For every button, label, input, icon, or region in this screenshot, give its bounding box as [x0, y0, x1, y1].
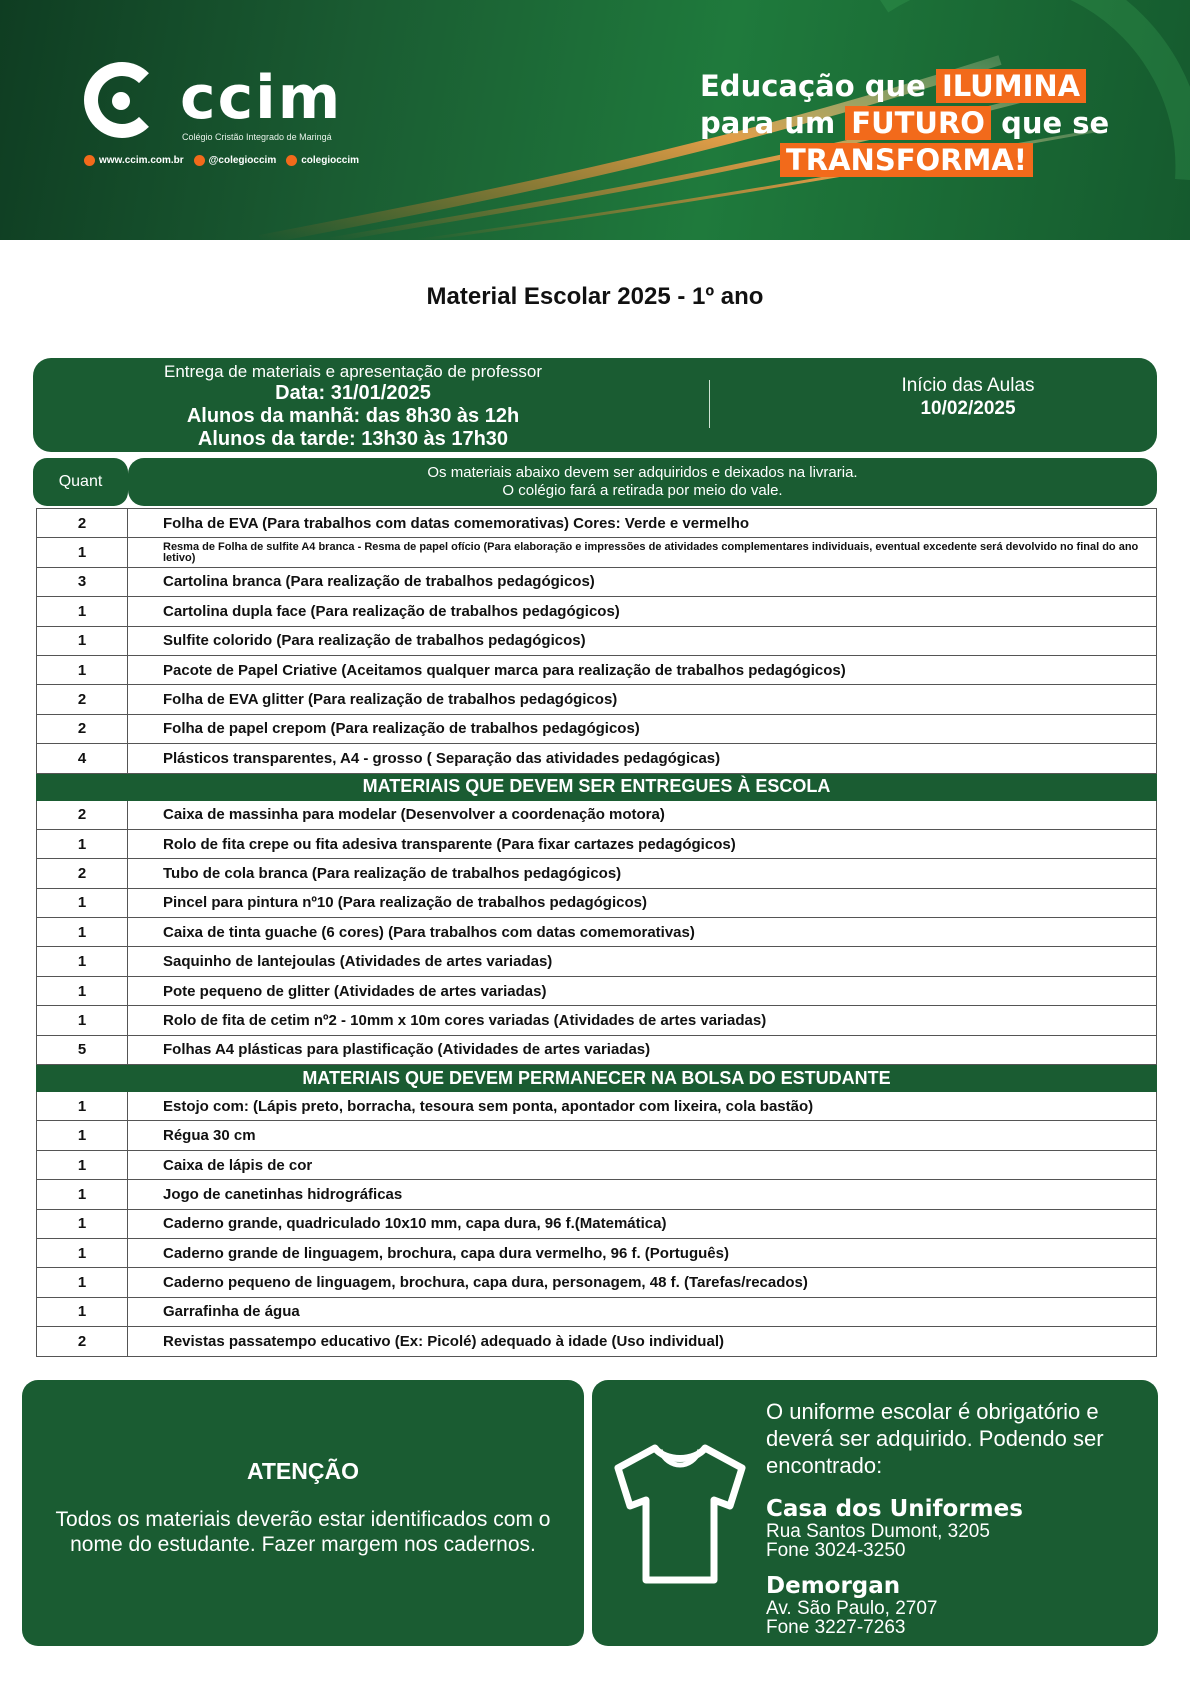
table-row: [37, 685, 1157, 714]
description-cell: Caderno grande, quadriculado 10x10 mm, capa dura, 96 f.(Matemática): [128, 1209, 1157, 1238]
description-cell: Folha de EVA (Para trabalhos com datas comemorativas) Cores: Verde e vermelho: [128, 509, 1157, 538]
logo-eye: [112, 92, 130, 110]
table-row: [37, 1092, 1157, 1121]
table-row: [37, 714, 1157, 743]
start-date: 10/02/2025: [920, 398, 1016, 419]
quantity-cell: 1: [37, 1297, 128, 1326]
description-cell: Folha de EVA glitter (Para realização de trabalhos pedagógicos): [128, 685, 1157, 714]
description-cell: Rolo de fita de cetim nº2 - 10mm x 10m cores variadas (Atividades de artes variadas): [128, 1006, 1157, 1035]
description-cell: Revistas passatempo educativo (Ex: Picolé) adequado à idade (Uso individual): [128, 1327, 1157, 1356]
purchase-notice: Os materiais abaixo devem ser adquiridos e deixados na livraria. O colégio fará a retirada por meio do vale.: [128, 458, 1157, 506]
table-row: [37, 626, 1157, 655]
quantity-cell: 1: [37, 888, 128, 917]
start-info: [833, 374, 1103, 420]
table-row: [37, 888, 1157, 917]
table-row: [37, 1268, 1157, 1297]
table-row: [37, 1006, 1157, 1035]
quant-header: Quant: [33, 458, 128, 506]
quantity-cell: 1: [37, 976, 128, 1005]
quantity-cell: 1: [37, 655, 128, 684]
description-cell: Estojo com: (Lápis preto, borracha, tesoura sem ponta, apontador com lixeira, cola bastão): [128, 1092, 1157, 1121]
table-row: [37, 947, 1157, 976]
description-cell: Pincel para pintura nº10 (Para realização de trabalhos pedagógicos): [128, 888, 1157, 917]
description-cell: Cartolina dupla face (Para realização de trabalhos pedagógicos): [128, 597, 1157, 626]
morning-schedule: Alunos da manhã: das 8h30 às 12h: [186, 405, 520, 427]
table-row: [37, 538, 1157, 567]
description-cell: Plásticos transparentes, A4 - grosso ( Separação das atividades pedagógicas): [128, 744, 1157, 773]
divider: [709, 380, 710, 428]
store-address: Av. São Paulo, 2707: [766, 1598, 938, 1619]
table-row: [37, 597, 1157, 626]
header-banner: [0, 0, 1190, 240]
info-bar: [33, 358, 1157, 452]
quantity-cell: 1: [37, 597, 128, 626]
description-cell: Cartolina branca (Para realização de trabalhos pedagógicos): [128, 567, 1157, 596]
quantity-cell: 1: [37, 947, 128, 976]
instagram-link[interactable]: @colegioccim: [194, 155, 277, 166]
quantity-cell: 1: [37, 1180, 128, 1209]
section-header: [37, 1065, 1157, 1092]
quantity-cell: 1: [37, 538, 128, 567]
description-cell: Caderno grande de linguagem, brochura, capa dura vermelho, 96 f. (Português): [128, 1238, 1157, 1267]
tshirt-icon: [610, 1440, 750, 1590]
description-cell: Jogo de canetinhas hidrográficas: [128, 1180, 1157, 1209]
table-row: [37, 800, 1157, 829]
quantity-cell: 1: [37, 918, 128, 947]
store-address: Rua Santos Dumont, 3205: [766, 1521, 990, 1542]
quantity-cell: 1: [37, 1006, 128, 1035]
delivery-label: Entrega de materiais e apresentação de professor: [163, 362, 542, 381]
quantity-cell: 2: [37, 859, 128, 888]
globe-icon: [84, 155, 95, 166]
quantity-cell: 4: [37, 744, 128, 773]
description-cell: Saquinho de lantejoulas (Atividades de artes variadas): [128, 947, 1157, 976]
delivery-date: Data: 31/01/2025: [275, 382, 431, 404]
quantity-cell: 1: [37, 1121, 128, 1150]
uniform-intro: O uniforme escolar é obrigatório e deverá ser adquirido. Podendo ser encontrado:: [766, 1399, 1104, 1478]
table-row: [37, 509, 1157, 538]
quantity-cell: 2: [37, 509, 128, 538]
start-label: Início das Aulas: [901, 375, 1035, 396]
table-row: [37, 1121, 1157, 1150]
table-row: [37, 567, 1157, 596]
table-row: [37, 1180, 1157, 1209]
description-cell: Caderno pequeno de linguagem, brochura, capa dura, personagem, 48 f. (Tarefas/recados): [128, 1268, 1157, 1297]
table-row: [37, 655, 1157, 684]
attention-box: [22, 1380, 584, 1646]
social-links: [84, 155, 359, 166]
facebook-link[interactable]: colegioccim: [286, 155, 359, 166]
description-cell: Caixa de massinha para modelar (Desenvolver a coordenação motora): [128, 800, 1157, 829]
section-header: [37, 773, 1157, 800]
uniform-box: [592, 1380, 1158, 1646]
section-title: MATERIAIS QUE DEVEM SER ENTREGUES À ESCOLA: [37, 773, 1157, 800]
table-row: [37, 1035, 1157, 1064]
quantity-cell: 2: [37, 685, 128, 714]
description-cell: Caixa de lápis de cor: [128, 1150, 1157, 1179]
quantity-cell: 2: [37, 714, 128, 743]
quantity-cell: 1: [37, 1238, 128, 1267]
quantity-cell: 1: [37, 626, 128, 655]
table-row: [37, 744, 1157, 773]
page-title: Material Escolar 2025 - 1º ano: [426, 283, 764, 310]
section-title: MATERIAIS QUE DEVEM PERMANECER NA BOLSA DO ESTUDANTE: [37, 1065, 1157, 1092]
description-cell: Pacote de Papel Criative (Aceitamos qualquer marca para realização de trabalhos pedagógicos): [128, 655, 1157, 684]
description-cell: Garrafinha de água: [128, 1297, 1157, 1326]
facebook-icon: [286, 155, 297, 166]
table-row: [37, 1150, 1157, 1179]
slogan: Educação que ILUMINA para um FUTURO que se TRANSFORMA!: [700, 69, 1110, 177]
description-cell: Rolo de fita crepe ou fita adesiva transparente (Para fixar cartazes pedagógicos): [128, 829, 1157, 858]
description-cell: Folha de papel crepom (Para realização de trabalhos pedagógicos): [128, 714, 1157, 743]
table-row: [37, 918, 1157, 947]
delivery-info: [33, 362, 673, 451]
logo-text: ccim: [180, 63, 343, 133]
quantity-cell: 1: [37, 829, 128, 858]
table-row: [37, 1327, 1157, 1356]
store-phone: Fone 3227-7263: [766, 1617, 906, 1638]
description-cell: Resma de Folha de sulfite A4 branca - Resma de papel ofício (Para elaboração e impressões de atividades complementares individuais, eventual excedente será devolvido no final do ano letivo): [128, 538, 1157, 567]
table-row: [37, 1238, 1157, 1267]
materials-table: [36, 508, 1157, 1357]
attention-text: Todos os materiais deverão estar identificados com o nome do estudante. Fazer margem nos cadernos.: [55, 1508, 551, 1556]
store-phone: Fone 3024-3250: [766, 1540, 906, 1561]
table-row: [37, 829, 1157, 858]
quantity-cell: 3: [37, 567, 128, 596]
afternoon-schedule: Alunos da tarde: 13h30 às 17h30: [197, 428, 509, 450]
description-cell: Régua 30 cm: [128, 1121, 1157, 1150]
logo-subtitle: Colégio Cristão Integrado de Maringá: [182, 132, 332, 142]
quantity-cell: 1: [37, 1150, 128, 1179]
quantity-cell: 2: [37, 1327, 128, 1356]
description-cell: Tubo de cola branca (Para realização de trabalhos pedagógicos): [128, 859, 1157, 888]
quantity-cell: 1: [37, 1209, 128, 1238]
store-name: Demorgan: [766, 1573, 901, 1599]
quantity-cell: 1: [37, 1268, 128, 1297]
description-cell: Folhas A4 plásticas para plastificação (Atividades de artes variadas): [128, 1035, 1157, 1064]
description-cell: Pote pequeno de glitter (Atividades de artes variadas): [128, 976, 1157, 1005]
table-row: [37, 1209, 1157, 1238]
quantity-cell: 2: [37, 800, 128, 829]
table-row: [37, 1297, 1157, 1326]
quantity-cell: 5: [37, 1035, 128, 1064]
description-cell: Caixa de tinta guache (6 cores) (Para trabalhos com datas comemorativas): [128, 918, 1157, 947]
instagram-icon: [194, 155, 205, 166]
description-cell: Sulfite colorido (Para realização de trabalhos pedagógicos): [128, 626, 1157, 655]
uniform-info: [766, 1398, 1146, 1637]
quantity-cell: 1: [37, 1092, 128, 1121]
table-row: [37, 976, 1157, 1005]
website-link[interactable]: www.ccim.com.br: [84, 155, 184, 166]
table-row: [37, 859, 1157, 888]
store-name: Casa dos Uniformes: [766, 1496, 1023, 1522]
attention-title: ATENÇÃO: [246, 1458, 359, 1484]
